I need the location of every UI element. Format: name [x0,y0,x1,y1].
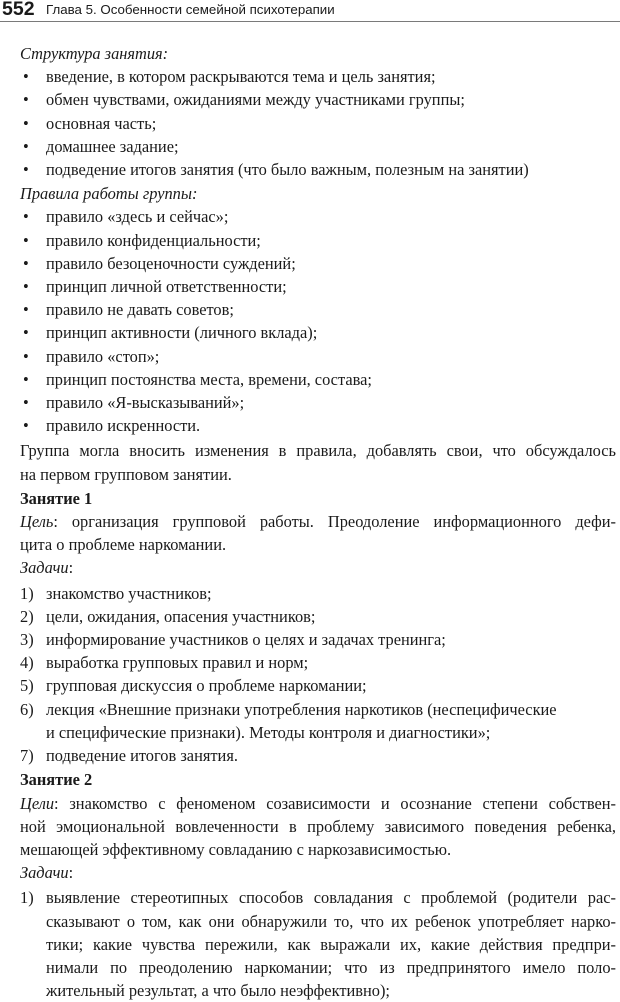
lesson1-task-continued: и специфические признаки). Методы контроля и диагностики»; [46,722,491,742]
lesson1-goal: Цель: организация групповой работы. Преодоление информационного дефи- [20,512,616,532]
rules-item: • правило «Я-высказываний»; [20,391,616,414]
bullet-mark: • [23,67,29,87]
bullet-mark: • [23,393,29,413]
lesson2-title: Занятие 2 [20,770,93,790]
bullet-mark: • [23,160,29,180]
rules-note-end: на первом групповом занятии. [20,464,232,484]
lesson1-tasks-label: Задачи: [20,558,74,578]
lesson1-task: 5) групповая дискуссия о проблеме наркомании; [20,676,367,696]
bullet-mark: • [23,416,29,436]
lesson1-title: Занятие 1 [20,488,93,508]
lesson2-goal-cont: ной эмоциональной вовлеченности в проблему зависимого поведения ребенка, [20,816,616,836]
bullet-mark: • [23,113,29,133]
lesson1-task: 3) информирование участников о целях и задачах тренинга; [20,630,446,650]
lesson1-task: 7) подведение итогов занятия. [20,746,238,766]
rules-note: Группа могла вносить изменения в правила, добавлять свои, что обсуждалось [20,441,616,461]
lesson1-task: 2) цели, ожидания, опасения участников; [20,606,316,626]
bullet-mark: • [23,300,29,320]
bullet-mark: • [23,369,29,389]
bullet-mark: • [23,136,29,156]
structure-item: • домашнее задание; [20,135,616,158]
bullet-mark: • [23,277,29,297]
rules-item: • правило безоценочности суждений; [20,252,616,275]
page-body [20,42,616,1002]
lesson1-task: 4) выработка групповых правил и норм; [20,653,309,673]
lesson1-task: 6) лекция «Внешние признаки употребления наркотиков (неспецифические [20,699,557,719]
structure-item: • обмен чувствами, ожиданиями между участниками группы; [20,88,616,111]
rules-item: • правило конфиденциальности; [20,229,616,252]
structure-title: Структура занятия: [20,44,169,63]
lesson2-tasks-label: Задачи: [20,863,74,883]
lesson2-task-continued: сказывают о том, как они обнаружили то, что их ребенок употребляет нарко- [46,911,616,931]
lesson2-task-continued: тики; какие чувства пережили, как выражали их, какие действия предпри- [46,934,616,954]
goal-label: Цели [20,793,55,813]
lesson2-task-continued: нимали по преодолению наркомании; что из предпринятого имело поло- [46,957,616,977]
goal-label: Цель [20,512,54,532]
running-title: Глава 5. Особенности семейной психотерапии [46,2,335,17]
rules-item: • принцип активности (личного вклада); [20,321,616,344]
page-header [0,0,620,23]
lesson2-task: 1) выявление стереотипных способов совладания с проблемой (родители рас- [20,888,616,908]
structure-item: • основная часть; [20,112,616,135]
page-number: 552 [2,0,35,20]
rules-item: • принцип личной ответственности; [20,275,616,298]
lesson2-task-continued: жительный результат, а что было неэффективно); [46,981,390,1001]
bullet-mark: • [23,346,29,366]
lesson1-task: 1) знакомство участников; [20,583,212,603]
bullet-mark: • [23,323,29,343]
lesson2-goal: Цели: знакомство с феноменом созависимости и осознание степени собствен- [20,793,616,813]
bullet-mark: • [23,230,29,250]
rules-title: Правила работы группы: [20,184,198,204]
lesson1-goal-end: цита о проблеме наркомании. [20,535,227,555]
bullet-mark: • [23,90,29,110]
rules-item: • правило искренности. [20,414,616,437]
rules-item: • принцип постоянства места, времени, состава; [20,368,616,391]
structure-item: • подведение итогов занятия (что было важным, полезным на занятии) [20,158,616,181]
header-rule [0,21,620,22]
rules-item: • правило «стоп»; [20,345,616,368]
bullet-mark: • [23,207,29,227]
rules-item: • правило «здесь и сейчас»; [20,205,616,228]
lesson2-goal-end: мешающей эффективному совладанию с наркозависимостью. [20,839,452,859]
bullet-mark: • [23,253,29,273]
structure-item: • введение, в котором раскрываются тема и цель занятия; [20,65,616,88]
rules-item: • правило не давать советов; [20,298,616,321]
